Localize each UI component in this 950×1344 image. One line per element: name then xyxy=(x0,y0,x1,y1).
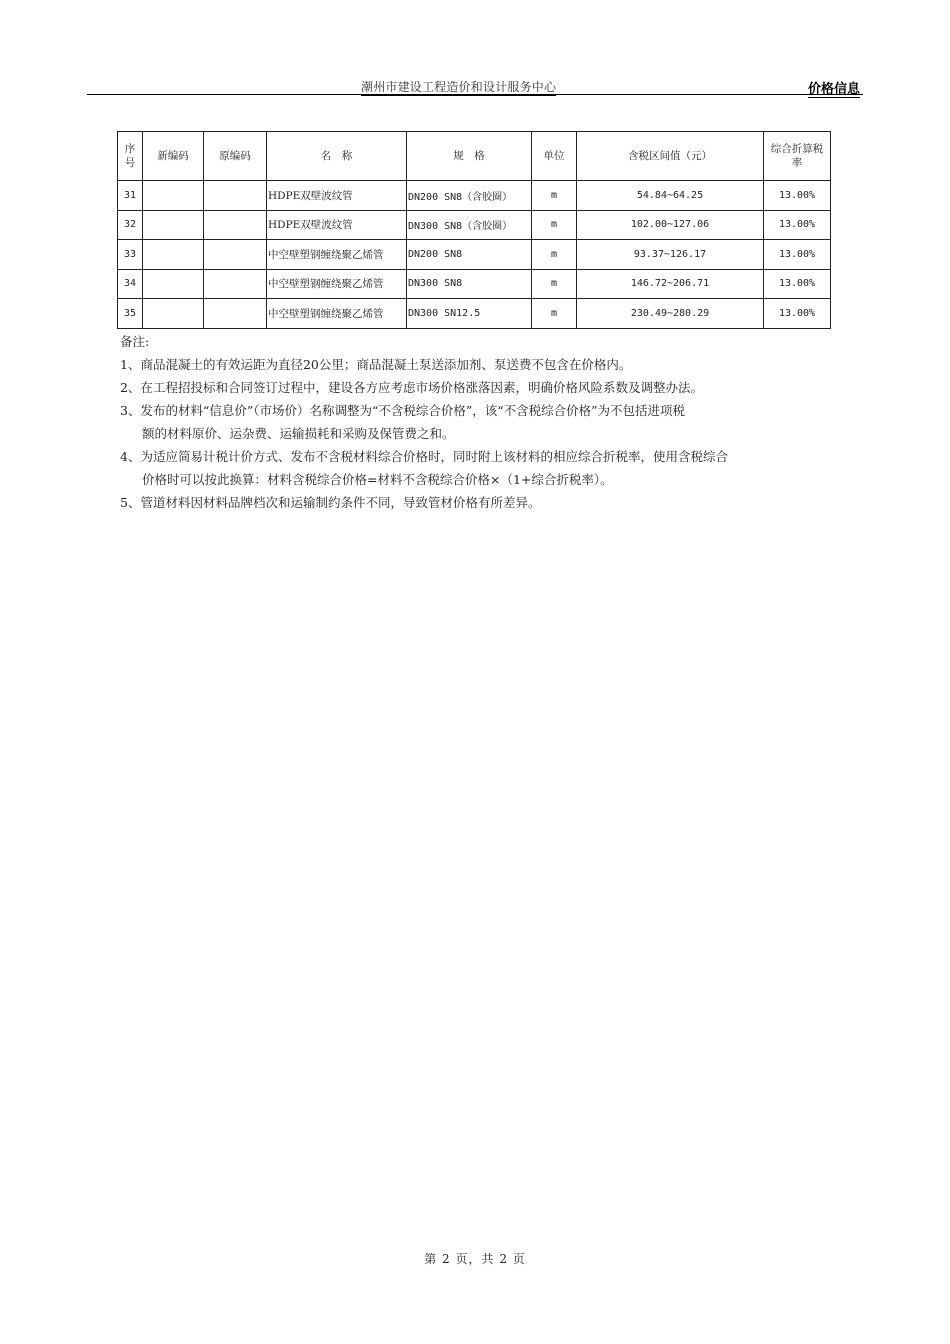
note-4-continuation: 价格时可以按此换算：材料含税综合价格=材料不含税综合价格×（1+综合折税率）。 xyxy=(142,472,613,487)
table-row xyxy=(118,181,831,211)
cell-spec: DN200 SN8（含胶圈） xyxy=(407,181,532,211)
note-2-text: 2、在工程招投标和合同签订过程中，建设各方应考虑市场价格涨落因素，明确价格风险系数及调整办法。 xyxy=(120,380,703,395)
notes-title: 备注: xyxy=(120,334,150,349)
cell-tax-rate: 13.00% xyxy=(764,210,831,240)
cell-new-code xyxy=(143,299,204,329)
col-header-tax-rate: 综合折算税率 xyxy=(764,132,831,181)
cell-new-code xyxy=(143,240,204,270)
cell-seq: 31 xyxy=(118,181,143,211)
cell-price-range: 146.72~206.71 xyxy=(577,269,764,299)
page-header xyxy=(87,78,863,96)
cell-new-code xyxy=(143,269,204,299)
table-row xyxy=(118,299,831,329)
cell-old-code xyxy=(204,240,267,270)
price-table xyxy=(117,131,831,329)
cell-price-range: 54.84~64.25 xyxy=(577,181,764,211)
table-header-row xyxy=(118,132,831,181)
cell-spec: DN200 SN8 xyxy=(407,240,532,270)
cell-name: 中空壁塑钢缠绕聚乙烯管 xyxy=(267,269,407,299)
table-row xyxy=(118,240,831,270)
cell-seq: 35 xyxy=(118,299,143,329)
cell-old-code xyxy=(204,181,267,211)
header-organization: 潮州市建设工程造价和设计服务中心 xyxy=(361,80,557,94)
note-5-text: 5、管道材料因材料品牌档次和运输制约条件不同，导致管材价格有所差异。 xyxy=(120,495,541,510)
col-header-seq: 序号 xyxy=(118,132,143,181)
col-header-unit: 单位 xyxy=(532,132,577,181)
cell-name: HDPE双壁波纹管 xyxy=(267,210,407,240)
cell-price-range: 230.49~280.29 xyxy=(577,299,764,329)
note-item-2 xyxy=(120,376,830,399)
note-item-3 xyxy=(120,399,830,445)
note-item-1 xyxy=(120,353,830,376)
cell-new-code xyxy=(143,181,204,211)
cell-unit: m xyxy=(532,181,577,211)
cell-tax-rate: 13.00% xyxy=(764,181,831,211)
cell-unit: m xyxy=(532,299,577,329)
col-header-price-range: 含税区间值（元） xyxy=(577,132,764,181)
cell-tax-rate: 13.00% xyxy=(764,240,831,270)
cell-name: 中空壁塑钢缠绕聚乙烯管 xyxy=(267,240,407,270)
note-3-text: 3、发布的材料“信息价”（市场价）名称调整为“不含税综合价格”，该“不含税综合价格”为不包括进项税 xyxy=(120,403,686,418)
col-header-spec: 规 格 xyxy=(407,132,532,181)
cell-tax-rate: 13.00% xyxy=(764,299,831,329)
note-4-text: 4、为适应简易计税计价方式、发布不含税材料综合价格时，同时附上该材料的相应综合折税率，使用含税综合 xyxy=(120,449,728,464)
cell-unit: m xyxy=(532,269,577,299)
cell-new-code xyxy=(143,210,204,240)
cell-price-range: 93.37~126.17 xyxy=(577,240,764,270)
cell-old-code xyxy=(204,210,267,240)
notes-section xyxy=(120,333,830,514)
page-footer: 第 2 页，共 2 页 xyxy=(424,1252,526,1266)
col-header-old-code: 原编码 xyxy=(204,132,267,181)
cell-spec: DN300 SN8（含胶圈） xyxy=(407,210,532,240)
cell-name: 中空壁塑钢缠绕聚乙烯管 xyxy=(267,299,407,329)
cell-unit: m xyxy=(532,240,577,270)
cell-spec: DN300 SN8 xyxy=(407,269,532,299)
cell-seq: 32 xyxy=(118,210,143,240)
col-header-name: 名 称 xyxy=(267,132,407,181)
cell-seq: 34 xyxy=(118,269,143,299)
note-3-continuation: 额的材料原价、运杂费、运输损耗和采购及保管费之和。 xyxy=(142,426,455,441)
note-item-4 xyxy=(120,445,830,491)
cell-unit: m xyxy=(532,210,577,240)
cell-price-range: 102.00~127.06 xyxy=(577,210,764,240)
cell-tax-rate: 13.00% xyxy=(764,269,831,299)
col-header-new-code: 新编码 xyxy=(143,132,204,181)
table-row xyxy=(118,210,831,240)
cell-old-code xyxy=(204,269,267,299)
header-section-title: 价格信息 xyxy=(808,78,860,98)
cell-old-code xyxy=(204,299,267,329)
table-row xyxy=(118,269,831,299)
cell-name: HDPE双壁波纹管 xyxy=(267,181,407,211)
note-1-text: 1、商品混凝土的有效运距为直径20公里；商品混凝土泵送添加剂、泵送费不包含在价格内。 xyxy=(120,357,632,372)
note-item-5 xyxy=(120,491,830,514)
cell-seq: 33 xyxy=(118,240,143,270)
cell-spec: DN300 SN12.5 xyxy=(407,299,532,329)
